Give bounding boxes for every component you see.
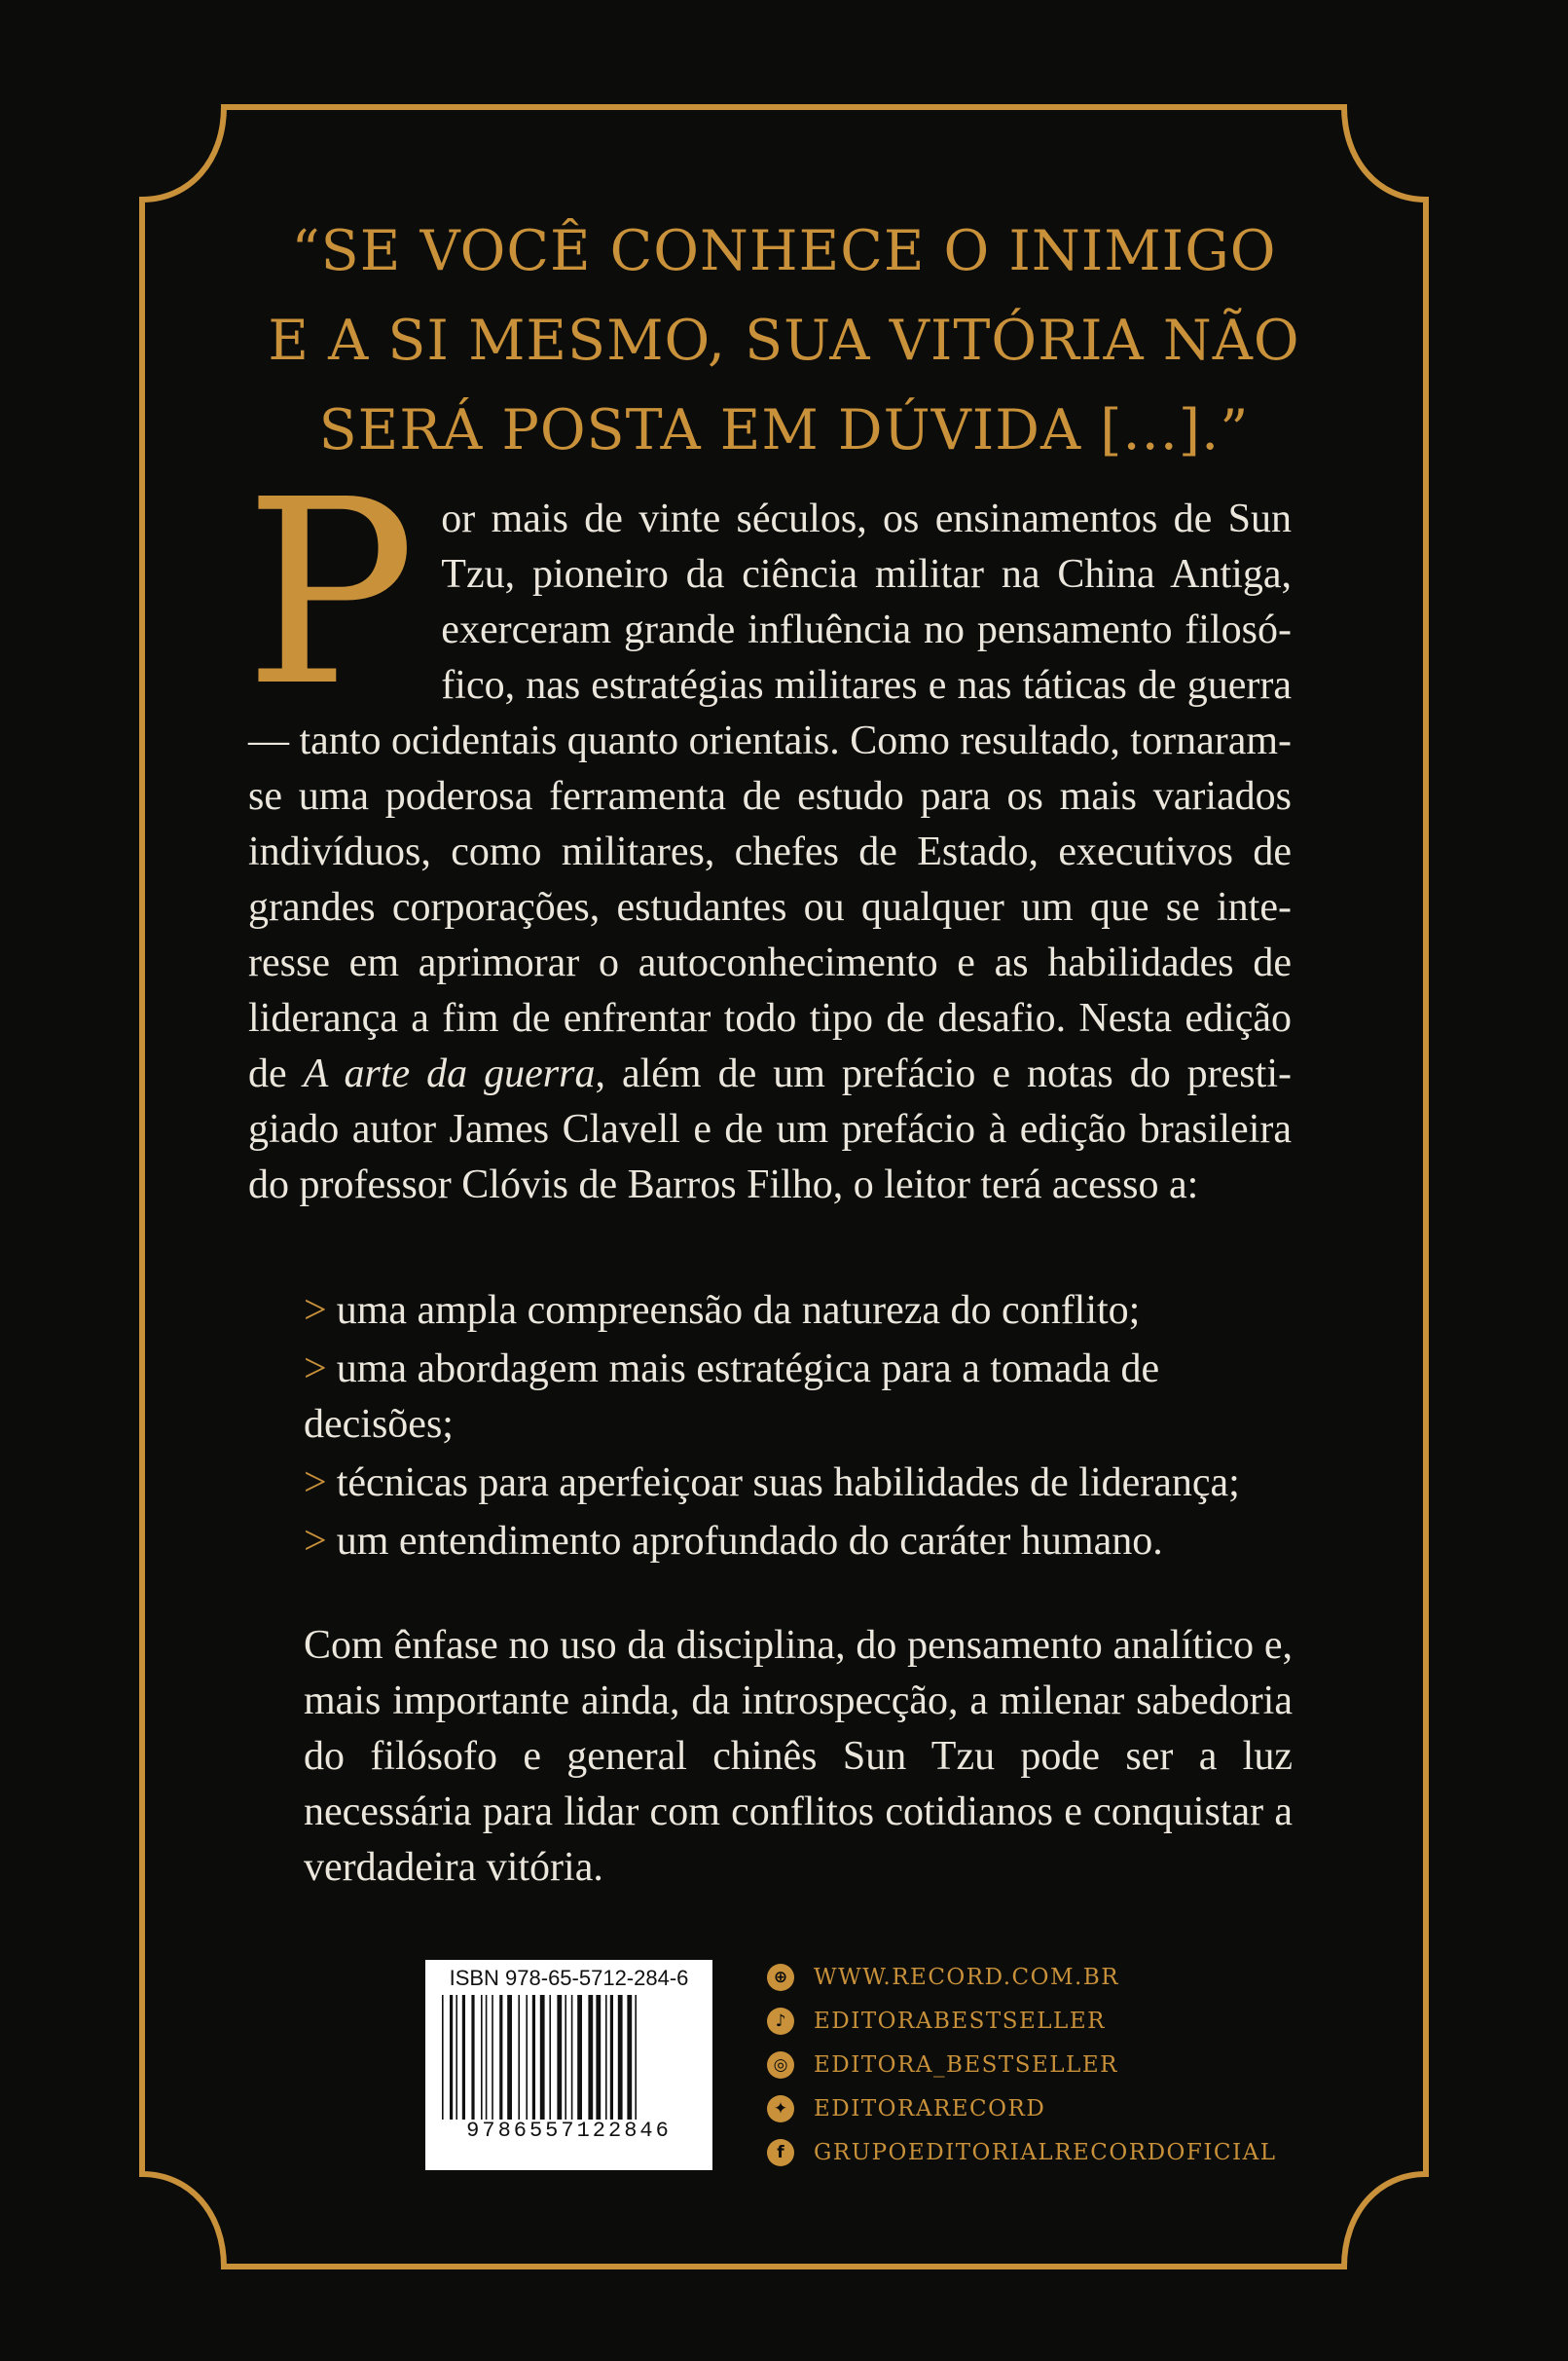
globe-icon: ⊕ (767, 1964, 794, 1991)
social-link-tiktok[interactable] (767, 1999, 1312, 2043)
social-label: EDITORA_BESTSELLER (814, 2051, 1118, 2078)
barcode-bar (635, 1995, 637, 2120)
barcode-bar (605, 1995, 607, 2120)
twitter-icon: ✦ (767, 2095, 794, 2122)
synopsis-paragraph (244, 445, 1292, 1213)
barcode-bar (456, 1995, 457, 2120)
barcode-bar (499, 1995, 502, 2120)
social-link-instagram[interactable] (767, 2043, 1312, 2086)
barcode-bar (617, 1995, 622, 2120)
social-link-twitter[interactable] (767, 2086, 1312, 2130)
chevron-right-icon: > (304, 1347, 327, 1391)
barcode-bar (609, 1995, 612, 2120)
social-label: EDITORARECORD (814, 2095, 1046, 2121)
closing-paragraph: Com ênfase no uso da disciplina, do pensamento analítico e, mais importante ainda, da introspecção, a milenar sabedoria do filósofo e general chinês Sun Tzu pode ser a luz necessária para lidar com conflitos cotidianos e conquistar a verdadeira vitória. (304, 1623, 1293, 1890)
synopsis-text-end: , além de um prefácio e notas do prestigiado autor James Clavell e de um prefácio à edição brasileira do professor Clóvis de Barros Filho, o leitor terá acesso a: (248, 1051, 1292, 1207)
barcode-bar (596, 1995, 601, 2120)
chevron-right-icon: > (304, 1288, 327, 1333)
barcode-bar (577, 1995, 582, 2120)
list-item: > uma ampla compreensão da natureza do conflito; (304, 1288, 1141, 1333)
barcode-bar (492, 1995, 493, 2120)
social-label: GRUPOEDITORIALRECORDOFICIAL (814, 2139, 1277, 2165)
social-link-website[interactable] (767, 1955, 1312, 1999)
social-label: WWW.RECORD.COM.BR (814, 1964, 1120, 1990)
isbn-digits: 9786557122846 (466, 2119, 672, 2143)
book-title-italic: A arte da guerra (303, 1051, 596, 1096)
list-item: > um entendimento aprofundado do caráter humano. (304, 1519, 1163, 1564)
barcode-bar (531, 1995, 534, 2120)
list-item: > técnicas para aperfeiçoar suas habilidades de liderança; (304, 1460, 1240, 1505)
facebook-icon: f (767, 2139, 794, 2166)
barcode-bar (507, 1995, 512, 2120)
barcode-bar (442, 1995, 444, 2120)
instagram-icon: ◎ (767, 2051, 794, 2079)
barcode-bar (549, 1995, 551, 2120)
barcode-bars (438, 1995, 701, 2120)
chevron-right-icon: > (304, 1519, 327, 1564)
social-links (767, 1955, 1312, 2174)
barcode-bar (570, 1995, 572, 2120)
barcode-bar (557, 1995, 562, 2120)
tiktok-icon: ♪ (767, 2008, 794, 2035)
barcode-bar (526, 1995, 528, 2120)
barcode-bar (481, 1995, 483, 2120)
barcode-bar (565, 1995, 566, 2120)
barcode-bar (450, 1995, 453, 2120)
barcode-bar (485, 1995, 487, 2120)
barcode-bar (461, 1995, 464, 2120)
barcode-bar (518, 1995, 520, 2120)
isbn-barcode (425, 1960, 712, 2170)
social-link-facebook[interactable] (767, 2130, 1312, 2174)
barcode-bar (627, 1995, 632, 2120)
drop-cap: P (244, 445, 417, 742)
barcode-bar (539, 1995, 544, 2120)
isbn-label: ISBN 978-65-5712-284-6 (449, 1966, 689, 1990)
barcode-bar (471, 1995, 474, 2120)
social-label: EDITORABESTSELLER (814, 2008, 1106, 2034)
pull-quote: “SE VOCÊ CONHECE O INIMIGO E A SI MESMO, SUA VITÓRIA NÃO SERÁ POSTA EM DÚVIDA [...].” (268, 219, 1300, 462)
barcode-bar (588, 1995, 593, 2120)
chevron-right-icon: > (304, 1460, 327, 1505)
benefits-list (304, 1283, 1293, 1572)
synopsis-text-start: or mais de vinte séculos, os ensinamentos de Sun Tzu, pioneiro da ciência militar na China Antiga, exerceram grande influência no pensamento filosófico, nas estratégias militares e nas táticas de guerra — tanto ocidentais quanto orientais. Como resultado, tornaram-se uma poderosa ferramenta de estudo para os mais variados indivíduos, como militares, chefes de Estado, executivos de grandes corporações, estudantes ou qualquer um que se interesse em aprimorar o autoconhecimento e as habilidades de liderança a fim de enfrentar todo tipo de desafio. Nesta edição de (248, 497, 1292, 1096)
list-item: > uma abordagem mais estratégica para a tomada de decisões; (304, 1347, 1160, 1447)
